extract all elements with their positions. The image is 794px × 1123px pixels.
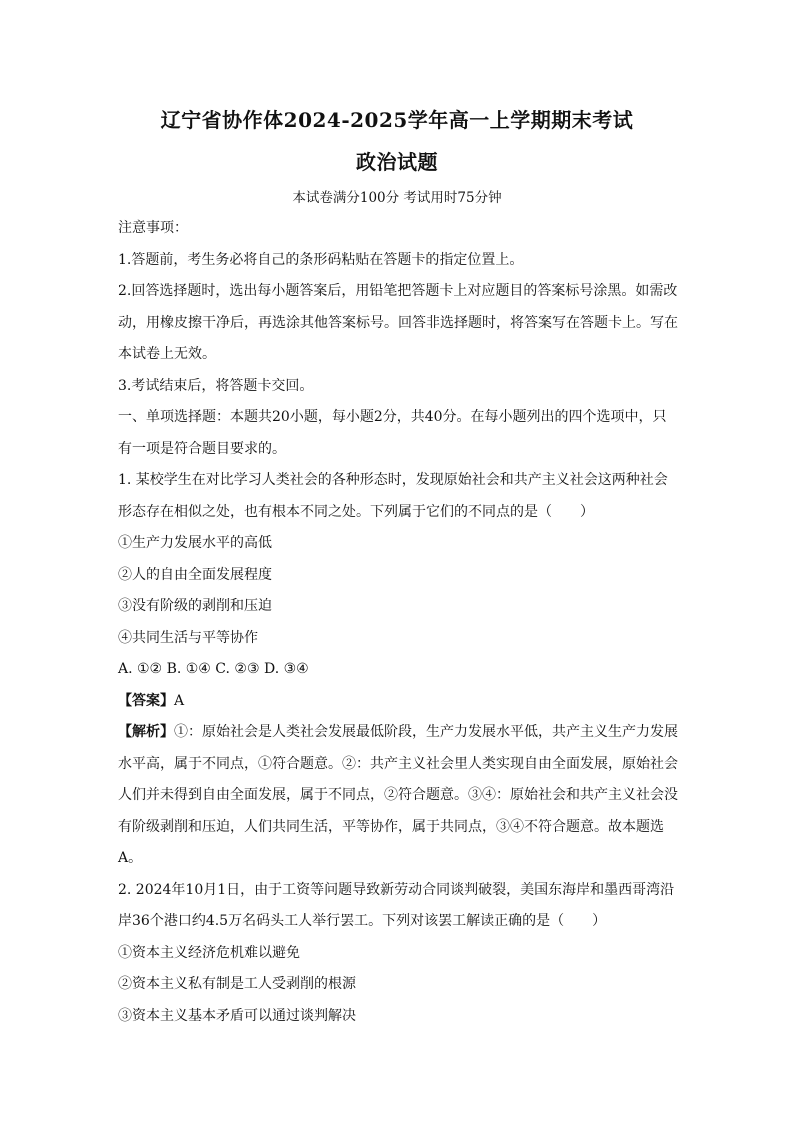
exam-body [118, 213, 678, 1032]
analysis-text: ①：原始社会是人类社会发展最低阶段，生产力发展水平低，共产主义生产力发展水平高，属于不同点，①符合题意。②：共产主义社会里人类实现自由全面发展，原始社会人们并未得到自由全面发展，属于不同点，②符合题意。③④：原始社会和共产主义社会没有阶级剥削和压迫，人们共同生活，平等协作，属于共同点，③④不符合题意。故本题选A。 [118, 724, 678, 866]
notice-item: 3.考试结束后，将答题卡交回。 [118, 377, 314, 394]
question-option: ②资本主义私有制是工人受剥削的根源 [118, 976, 356, 992]
question-option: ①生产力发展水平的高低 [118, 535, 272, 551]
question-stem: 1. 某校学生在对比学习人类社会的各种形态时，发现原始社会和共产主义社会这两种社会形态存在相似之处，也有根本不同之处。下列属于它们的不同点的是（ ） [118, 472, 668, 520]
answer-value: A [174, 692, 185, 709]
analysis-label: 【解析】 [118, 724, 174, 740]
question-option: ③资本主义基本矛盾可以通过谈判解决 [118, 1007, 356, 1024]
question-option: ③没有阶级的剥削和压迫 [118, 598, 272, 614]
question-option: ①资本主义经济危机难以避免 [118, 944, 300, 961]
notice-heading: 注意事项： [118, 220, 188, 236]
question-option: ②人的自由全面发展程度 [118, 566, 272, 583]
answer-label: 【答案】 [118, 692, 174, 709]
question-option: ④共同生活与平等协作 [118, 629, 258, 646]
question-choices: A. ①② B. ①④ C. ②③ D. ③④ [118, 661, 309, 677]
notice-item: 2.回答选择题时，选出每小题答案后，用铅笔把答题卡上对应题目的答案标号涂黑。如需改动，用橡皮擦干净后，再选涂其他答案标号。回答非选择题时，将答案写在答题卡上。写在本试卷上无效。 [118, 283, 678, 362]
exam-subject: 政治试题 [356, 150, 438, 174]
answer-line [118, 686, 678, 718]
exam-title: 辽宁省协作体2024-2025学年高一上学期期末考试 [160, 108, 634, 132]
exam-subtitle: 本试卷满分100分 考试用时75分钟 [292, 190, 502, 206]
question-stem: 2. 2024年10月1日，由于工资等问题导致新劳动合同谈判破裂，美国东海岸和墨西哥湾沿岸36个港口约4.5万名码头工人举行罢工。下列对该罢工解读正确的是（ ） [118, 881, 675, 929]
notice-item: 1.答题前，考生务必将自己的条形码粘贴在答题卡的指定位置上。 [118, 251, 524, 268]
section-heading: 一、单项选择题：本题共20小题，每小题2分，共40分。在每小题列出的四个选项中，只有一项是符合题目要求的。 [118, 409, 667, 457]
analysis-block [118, 717, 678, 875]
